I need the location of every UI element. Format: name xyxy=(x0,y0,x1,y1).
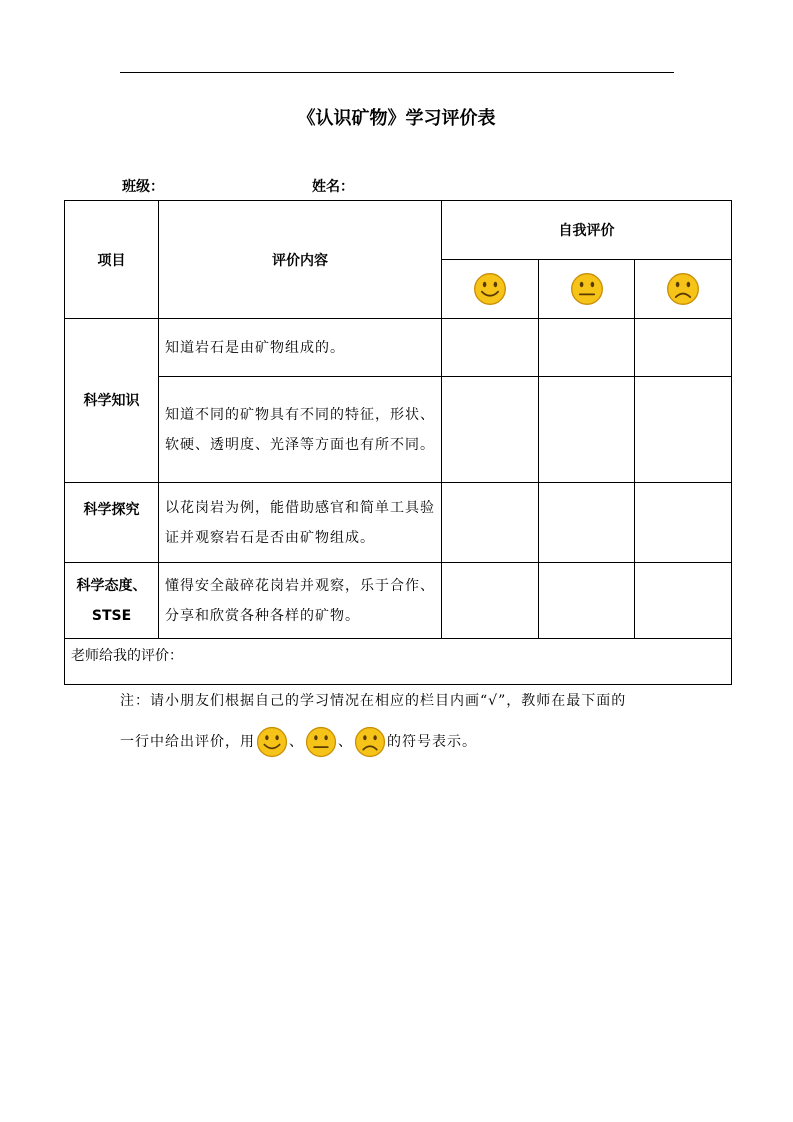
table-row xyxy=(65,563,732,639)
note-line-2 xyxy=(120,722,700,762)
happy-face-icon xyxy=(255,725,289,759)
sad-face-icon xyxy=(665,271,701,307)
category-knowledge: 科学知识 xyxy=(65,319,159,483)
note-line-1: 注：请小朋友们根据自己的学习情况在相应的栏目内画“√”，教师在最下面的 xyxy=(120,693,627,709)
top-rule xyxy=(120,72,674,73)
neutral-check-cell[interactable] xyxy=(539,319,635,377)
neutral-face-icon xyxy=(569,271,605,307)
neutral-check-cell[interactable] xyxy=(539,483,635,563)
happy-check-cell[interactable] xyxy=(442,563,539,639)
content-cell: 知道岩石是由矿物组成的。 xyxy=(159,319,442,377)
evaluation-table xyxy=(64,200,732,685)
happy-column-header xyxy=(442,260,539,319)
neutral-check-cell[interactable] xyxy=(539,377,635,483)
happy-check-cell[interactable] xyxy=(442,483,539,563)
header-item: 项目 xyxy=(65,201,159,319)
table-row xyxy=(65,319,732,377)
happy-face-icon xyxy=(472,271,508,307)
class-label: 班级： xyxy=(122,179,164,195)
name-label: 姓名： xyxy=(312,179,354,195)
happy-check-cell[interactable] xyxy=(442,319,539,377)
header-content: 评价内容 xyxy=(159,201,442,319)
note-separator: 、 xyxy=(338,734,353,750)
content-cell: 以花岗岩为例，能借助感官和简单工具验证并观察岩石是否由矿物组成。 xyxy=(159,483,442,563)
category-attitude: 科学态度、STSE xyxy=(65,563,159,639)
neutral-face-icon xyxy=(304,725,338,759)
page-title: 《认识矿物》学习评价表 xyxy=(297,108,496,129)
header-self-eval: 自我评价 xyxy=(442,201,732,260)
note-line-2-prefix: 一行中给出评价，用 xyxy=(120,734,255,750)
table-row xyxy=(65,377,732,483)
sad-check-cell[interactable] xyxy=(635,563,732,639)
note-separator: 、 xyxy=(289,734,304,750)
sad-face-icon xyxy=(353,725,387,759)
note-line-2-suffix: 的符号表示。 xyxy=(387,734,477,750)
sad-check-cell[interactable] xyxy=(635,377,732,483)
happy-check-cell[interactable] xyxy=(442,377,539,483)
content-cell: 懂得安全敲碎花岗岩并观察，乐于合作、分享和欣赏各种各样的矿物。 xyxy=(159,563,442,639)
teacher-row xyxy=(65,639,732,685)
category-inquiry: 科学探究 xyxy=(65,483,159,563)
teacher-evaluation-cell[interactable] xyxy=(65,639,732,685)
content-cell: 知道不同的矿物具有不同的特征，形状、软硬、透明度、光泽等方面也有所不同。 xyxy=(159,377,442,483)
sad-check-cell[interactable] xyxy=(635,319,732,377)
teacher-evaluation-label: 老师给我的评价： xyxy=(71,648,183,664)
sad-check-cell[interactable] xyxy=(635,483,732,563)
sad-column-header xyxy=(635,260,732,319)
neutral-column-header xyxy=(539,260,635,319)
neutral-check-cell[interactable] xyxy=(539,563,635,639)
table-row xyxy=(65,483,732,563)
